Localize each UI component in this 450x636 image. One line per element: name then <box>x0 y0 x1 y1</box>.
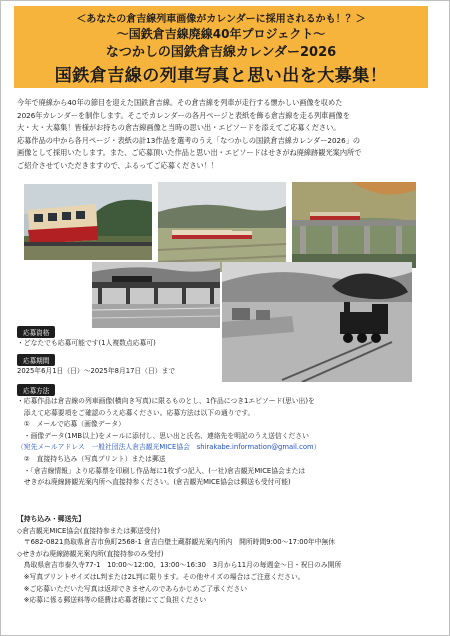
method-line: ・画像データ(1MB以上)をメールに添付し、思い出と氏名、連絡先を明記のうえ送信ください <box>17 431 309 440</box>
delivery-line: ※写真プリントサイズはL判または2L判に限ります。その他サイズの場合はご注意ください。 <box>17 572 305 581</box>
project-title: ～国鉄倉吉線廃線40年プロジェクト～ <box>116 27 326 41</box>
qualification-section <box>17 326 435 350</box>
email-address-line[interactable]: （宛先メールアドレス 一般社団法人倉吉観光MICE協会 shirakabe.information@gmail.com） <box>17 443 321 452</box>
intro-line: ご紹介させていただきますので、ふるってご応募ください！！ <box>17 160 219 170</box>
method-section <box>17 384 435 489</box>
qualification-label: 応募資格 <box>17 326 55 338</box>
delivery-title: 【持ち込み・郵送先】 <box>17 515 85 523</box>
method-line: ① メールで応募（画像データ） <box>17 420 125 429</box>
method-line: せきがね廃線跡観光案内所へ直接持参ください。(倉吉観光MICE協会は郵送も受付可能) <box>17 478 291 487</box>
intro-line: 画像として採用いたします。また、ご応募頂いた作品と思い出・エピソードはせきがね廃線跡観光案内所で <box>17 148 362 158</box>
intro-line: 応募作品の中から各月ページ・表紙の計13作品を選考のうえ「なつかしの国鉄倉吉線カレンダー2026」の <box>17 135 361 145</box>
intro-line: 大・大・大募集！皆様がお持ちの倉吉線画像と当時の思い出・エピソードを添えてご応募ください。 <box>17 123 341 133</box>
main-headline: 国鉄倉吉線の列車写真と思い出を大募集！ <box>54 66 388 86</box>
method-label: 応募方法 <box>17 384 55 396</box>
period-text: 2025年6月1日（日）～2025年8月17日（日）まで <box>17 367 176 375</box>
intro-paragraph <box>17 97 435 173</box>
qualification-text: ・どなたでも応募可能です(1人複数点応募可) <box>17 339 156 347</box>
calendar-title: なつかしの国鉄倉吉線カレンダー2026 <box>105 45 337 60</box>
delivery-line: 〒682-0821鳥取県倉吉市魚町2568-1 倉吉白壁土蔵群観光案内所内 開所時間9:00～17:00年中無休 <box>17 538 336 547</box>
intro-line: 今年で廃線から40年の節目を迎えた国鉄倉吉線。その倉吉線を列車が走行する懐かしい画像を収めた <box>17 98 343 107</box>
period-label: 応募期間 <box>17 354 55 366</box>
delivery-line: ◇せきがね廃線跡観光案内所(直接持参のみ受付) <box>17 549 164 558</box>
delivery-line: ※応募に係る郵送料等の経費は応募者様にてご負担ください <box>17 596 207 605</box>
train-on-bridge-photo <box>292 182 416 268</box>
delivery-section <box>17 514 435 607</box>
delivery-line: ◇倉吉観光MICE協会(直接持参または郵送受付) <box>17 526 160 535</box>
delivery-line: ※ご応募いただいた写真は返却できませんのであらかじめご了承ください <box>17 584 247 593</box>
delivery-line: 鳥取県倉吉市泰久寺77-1 10:00～12:00、13:00～16:30 3月から11月の毎週金～日・祝日のみ開所 <box>17 561 342 570</box>
title-banner <box>14 6 428 88</box>
method-line: ② 直接持ち込み（写真プリント）または郵送 <box>17 454 166 463</box>
method-line: ・応募作品は倉吉線の列車画像(横向き写真)に限るものとし、1作品につき1エピソード(思い出)を <box>17 397 315 405</box>
train-in-fields-photo <box>158 182 286 272</box>
banner-subtitle: ＜あなたの倉吉線列車画像がカレンダーに採用されるかも！？＞ <box>76 14 366 25</box>
method-line: ・「倉吉線情報」より応募票を印刷し作品毎に1枚ずつ記入、(一社)倉吉観光MICE協会または <box>17 466 306 475</box>
river-bridge-photo <box>92 262 220 328</box>
period-section <box>17 354 435 378</box>
intro-line: 2026年カレンダーを制作します。そこでカレンダーの各月ページと表紙を飾る倉吉線を走る列車画像を <box>17 110 350 120</box>
red-diesel-railcar-photo <box>24 184 152 260</box>
method-line: 添えて応募要項をご確認のうえ応募ください。応募方法は以下の通りです。 <box>17 408 255 417</box>
